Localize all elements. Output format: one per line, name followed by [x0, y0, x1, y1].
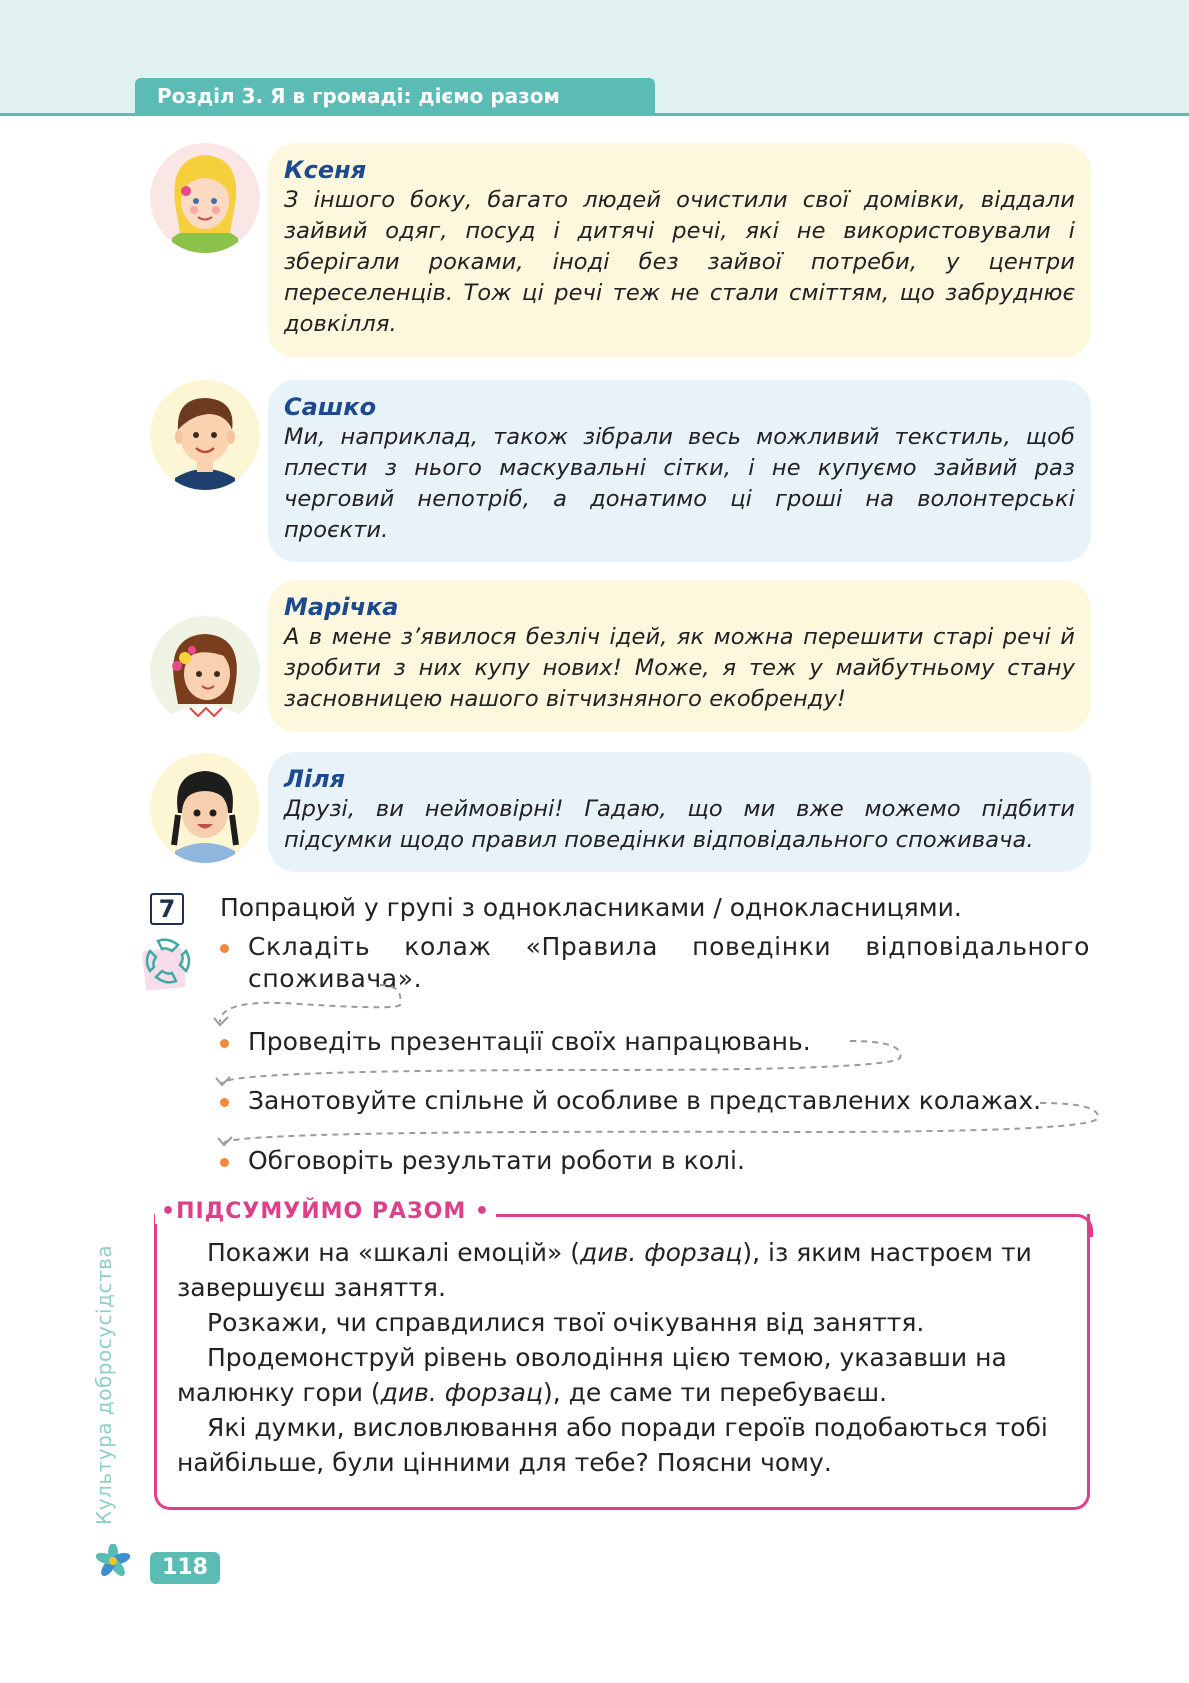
summary-paragraph: Розкажи, чи справдилися твої очікування від заняття.: [207, 1308, 925, 1337]
speech-text: Ми, наприклад, також зібрали весь можливий текстиль, щоб плести з нього маскувальні сітки, і не купуємо зайвий раз черговий непотріб, а донатимо ці гроші на волонтерські проєкти.: [284, 424, 1075, 543]
speaker-name: Ксеня: [284, 156, 367, 184]
avatar-marichka: [150, 616, 260, 726]
summary-paragraph: [177, 1340, 1067, 1410]
speech-text: Друзі, ви неймовірні! Гадаю, що ми вже можемо підбити підсумки щодо правил поведінки відповідального споживача.: [284, 796, 1075, 853]
task-step-4: [220, 1145, 745, 1177]
bullet-dot: [220, 1158, 229, 1167]
bullet-dot: [220, 1039, 229, 1048]
summary-text-part: ), де саме ти перебуваєш.: [542, 1378, 888, 1407]
speaker-name: Марічка: [284, 593, 399, 621]
flower-icon: [96, 1544, 130, 1578]
summary-reference: див. форзац: [580, 1238, 743, 1267]
task-number: 7: [150, 893, 184, 925]
task-step-3: [220, 1085, 1041, 1117]
avatar-lilia: [150, 753, 260, 863]
task-step-text: Складіть колаж «Правила поведінки відповідального споживача».: [248, 932, 1090, 993]
summary-title-text: ПІДСУМУЙМО РАЗОМ: [176, 1199, 467, 1224]
section-title: Розділ 3. Я в громаді: діємо разом: [135, 78, 655, 115]
summary-paragraph: Які думки, висловлювання або поради героїв подобаються тобі найбільше, були цінними для тебе? Поясни чому.: [177, 1413, 1048, 1477]
task-step-text: Занотовуйте спільне й особливе в представлених колажах.: [248, 1086, 1042, 1115]
side-label: Культура добросусідства: [92, 1244, 116, 1525]
summary-paragraph: [177, 1235, 1067, 1305]
speech-text: А в мене з’явилося безліч ідей, як можна перешити старі речі й зробити з них купу нових! Може, я теж у майбутньому стану засновницею нашого вітчизняного екобренду!: [284, 624, 1075, 712]
group-work-icon: [142, 935, 200, 991]
bullet-dot: [220, 944, 229, 953]
bullet-dot: [220, 1098, 229, 1107]
speech-bubble-marichka: [268, 580, 1091, 732]
speech-text: З іншого боку, багато людей очистили свої домівки, віддали зайвий одяг, посуд і дитячі речі, які не використовували і зберігали роками, іноді без зайвої потреби, у центри переселенців. Тож ці речі теж не стали сміттям, що забруднює довкілля.: [284, 187, 1075, 337]
task-intro: Попрацюй у групі з однокласниками / однокласницями.: [220, 893, 962, 922]
summary-title: •ПІДСУМУЙМО РАЗОМ •: [155, 1199, 496, 1224]
summary-reference: див. форзац: [380, 1378, 543, 1407]
task-step-text: Обговоріть результати роботи в колі.: [248, 1146, 745, 1175]
summary-text-part: Продемонструй рівень оволодіння цією темою, указавши на малюнку гори (: [177, 1343, 1007, 1407]
page-number: 118: [150, 1552, 220, 1584]
summary-box-top-rule: [462, 1214, 1074, 1217]
summary-text-part: ), із яким настроєм ти завершуєш заняття.: [177, 1238, 1032, 1302]
speech-bubble-sashko: [268, 380, 1091, 562]
summary-text: [177, 1235, 1067, 1480]
speech-bubble-lilia: [268, 752, 1091, 872]
avatar-sashko: [150, 380, 260, 490]
speaker-name: Ліля: [284, 765, 346, 793]
summary-text-part: Покажи на «шкалі емоцій» (: [207, 1238, 581, 1267]
avatar-ksenia: [150, 143, 260, 253]
task-step-1: [220, 931, 1090, 995]
speech-bubble-ksenia: [268, 143, 1091, 358]
task-step-text: Проведіть презентації своїх напрацювань.: [248, 1027, 811, 1056]
task-step-2: [220, 1026, 811, 1058]
speaker-name: Сашко: [284, 393, 377, 421]
